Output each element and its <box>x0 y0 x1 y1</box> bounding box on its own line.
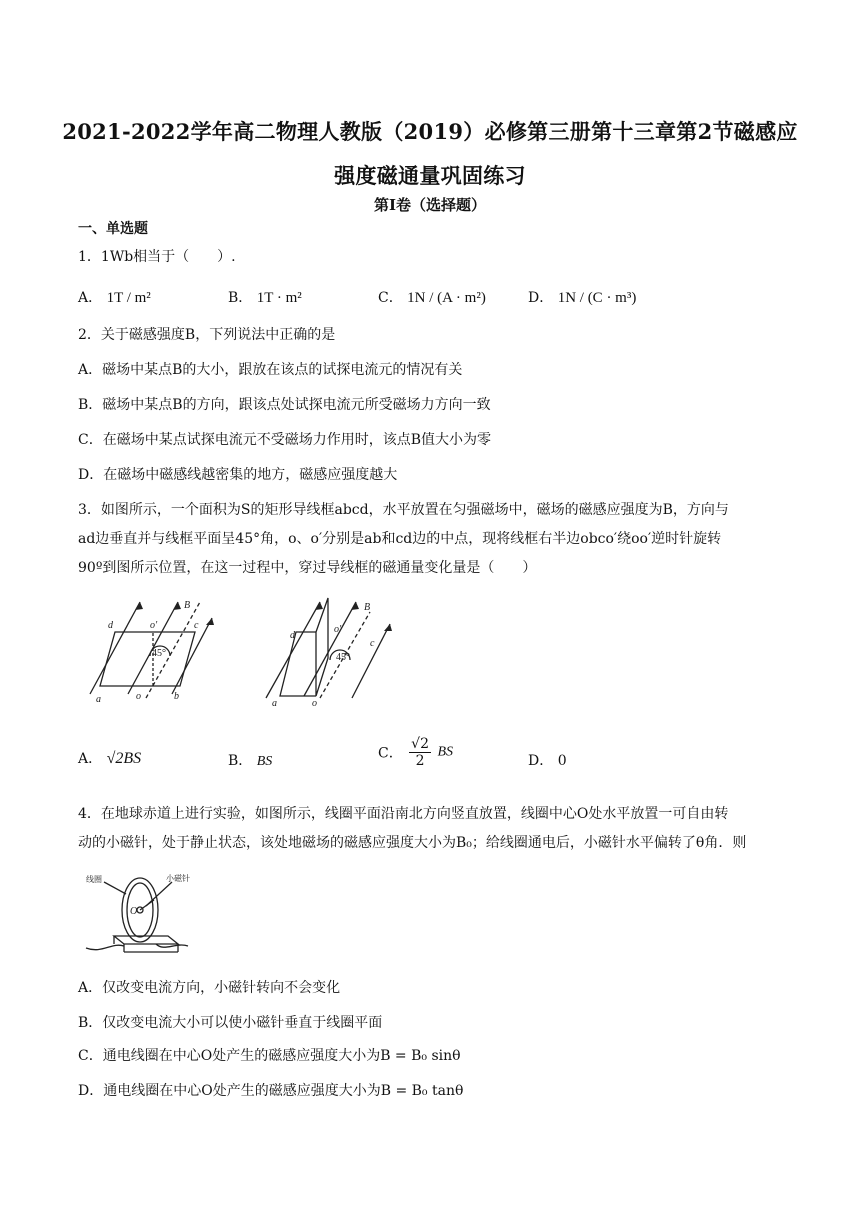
option-value: 1T / m² <box>106 290 151 306</box>
q2-option-d: D．在磁场中磁感线越密集的地方，磁感应强度越大 <box>78 467 398 483</box>
option-label: D． <box>528 290 554 306</box>
option-label: B． <box>228 290 253 306</box>
title-line-2: 强度磁通量巩固练习 <box>334 163 526 188</box>
option-value: √2BS <box>106 750 142 767</box>
option-label: D． <box>528 753 554 769</box>
q1-option-c <box>378 287 486 307</box>
fig-label: o′ <box>334 624 342 635</box>
fig-label-coil: 线圈 <box>86 875 102 884</box>
fig-label: 45° <box>336 652 350 663</box>
fig-label: d <box>108 620 113 631</box>
option-label: C． <box>378 745 403 762</box>
fig-label: a <box>96 694 101 705</box>
option-label: A． <box>78 751 103 767</box>
q4-option-b: B．仅改变电流大小可以使小磁针垂直于线圈平面 <box>78 1015 383 1031</box>
q3-option-a <box>78 748 141 768</box>
section-heading: 一、单选题 <box>78 221 148 237</box>
fraction-denominator: 2 <box>415 753 425 769</box>
q1-stem: 1．1Wb相当于（ ）. <box>78 249 236 265</box>
q3-option-b <box>228 750 272 770</box>
fig-label-center: O <box>130 906 138 917</box>
fig-label: c <box>194 620 199 631</box>
q3-stem-line-1: 3．如图所示，一个面积为S的矩形导线框abcd，水平放置在匀强磁场中，磁场的磁感应强度为B，方向与 <box>78 502 729 518</box>
q4-figure-coil <box>84 872 194 956</box>
q4-option-c: C．通电线圈在中心O处产生的磁感应强度大小为B = B₀ sinθ <box>78 1048 461 1064</box>
option-value-tail: BS <box>437 744 454 760</box>
option-label: C． <box>378 290 403 306</box>
q3-figure-1 <box>80 598 220 710</box>
q2-option-a: A．磁场中某点B的大小，跟放在该点的试探电流元的情况有关 <box>78 362 463 378</box>
q2-option-b: B．磁场中某点B的方向，跟该点处试探电流元所受磁场力方向一致 <box>78 397 491 413</box>
q3-option-c <box>378 736 453 769</box>
q2-option-c: C．在磁场中某点试探电流元不受磁场力作用时，该点B值大小为零 <box>78 432 491 448</box>
q2-stem: 2．关于磁感强度B，下列说法中正确的是 <box>78 327 336 343</box>
q4-option-a: A．仅改变电流方向，小磁针转向不会变化 <box>78 980 341 996</box>
fig-label: d <box>290 630 295 641</box>
q4-stem-line-2: 动的小磁针，处于静止状态，该处地磁场的磁感应强度大小为B₀；给线圈通电后，小磁针水平偏转了θ角．则 <box>78 835 747 851</box>
fig-label: o <box>136 691 141 702</box>
q1-option-a <box>78 287 151 307</box>
q1-option-d <box>528 287 636 307</box>
fig-label: B <box>184 600 191 611</box>
option-value: 1T · m² <box>256 290 302 306</box>
fraction-numerator: √2 <box>411 736 429 752</box>
q3-stem-line-2: ad边垂直并与线框平面呈45°角，o、o′分别是ab和cd边的中点，现将线框右半边obco′绕oo′逆时针旋转 <box>78 531 722 547</box>
fig-label: B <box>364 602 371 613</box>
fig-label: a <box>272 698 277 709</box>
option-value: 1N / (C · m³) <box>557 290 637 306</box>
q3-option-d <box>528 750 567 770</box>
option-value: BS <box>256 754 273 769</box>
q4-stem-line-1: 4．在地球赤道上进行实验，如图所示，线圈平面沿南北方向竖直放置，线圈中心O处水平放置一可自由转 <box>78 806 729 822</box>
fig-label: o <box>312 698 317 709</box>
q1-option-b <box>228 287 302 307</box>
fig-label: b <box>174 691 179 702</box>
fig-label-needle: 小磁针 <box>166 874 190 883</box>
option-label: B． <box>228 753 253 769</box>
q3-stem-line-3: 90º到图所示位置，在这一过程中，穿过导线框的磁通量变化量是（ ） <box>78 560 537 576</box>
fraction <box>409 736 431 769</box>
option-value: 0 <box>557 753 567 769</box>
fig-label: 45° <box>152 648 166 659</box>
fig-label: o′ <box>150 620 158 631</box>
fig-label: c <box>370 638 375 649</box>
q3-figure-2 <box>258 594 398 710</box>
volume-heading: 第Ⅰ卷（选择题） <box>373 196 487 214</box>
title-line-1: 2021-2022学年高二物理人教版（2019）必修第三册第十三章第2节磁感应 <box>62 119 798 144</box>
option-label: A． <box>78 290 103 306</box>
option-value: 1N / (A · m²) <box>407 290 486 306</box>
q4-option-d: D．通电线圈在中心O处产生的磁感应强度大小为B = B₀ tanθ <box>78 1083 464 1099</box>
